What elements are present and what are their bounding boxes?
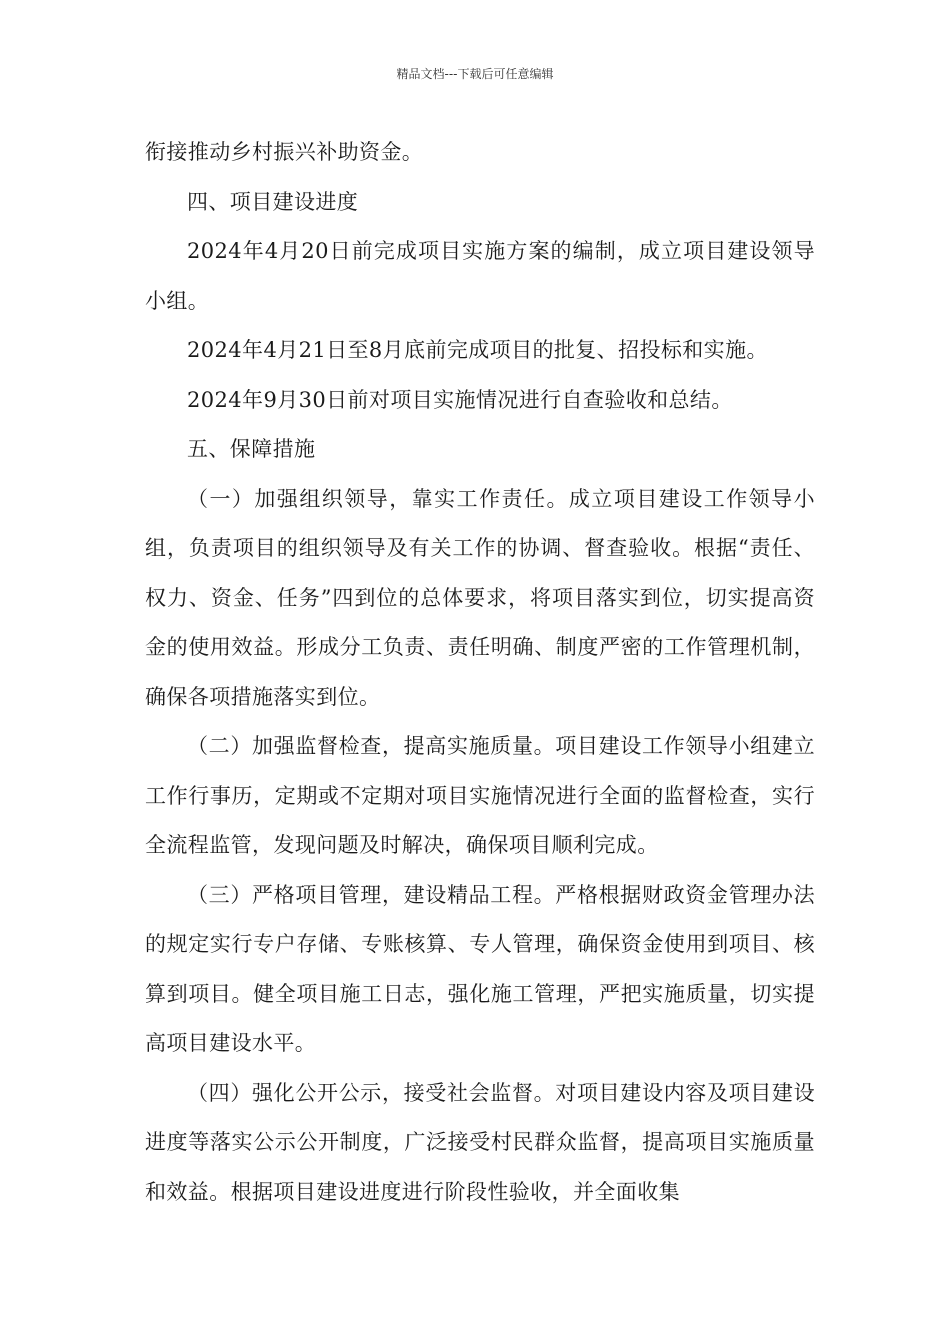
paragraph-safeguard-2: （二）加强监督检查，提高实施质量。项目建设工作领导小组建立工作行事历，定期或不定期对项目实施情况进行全面的监督检查，实行全流程监管，发现问题及时解决，确保项目顺利完成。: [145, 734, 815, 857]
section-heading-safeguards: 五、保障措施: [187, 437, 316, 461]
header-note: 精品文档---下载后可任意编辑: [396, 67, 554, 81]
document-body: [145, 128, 815, 1217]
paragraph-safeguard-4: （四）强化公开公示，接受社会监督。对项目建设内容及项目建设进度等落实公示公开制度，广泛接受村民群众监督，提高项目实施质量和效益。根据项目建设进度进行阶段性验收，并全面收集: [145, 1080, 815, 1204]
section-heading-schedule: 四、项目建设进度: [187, 189, 359, 214]
paragraph-continuation: 衔接推动乡村振兴补助资金。: [145, 140, 424, 164]
paragraph-schedule-1: 2024年4月20日前完成项目实施方案的编制，成立项目建设领导小组。: [145, 239, 815, 313]
paragraph-safeguard-1: （一）加强组织领导，靠实工作责任。成立项目建设工作领导小组，负责项目的组织领导及有关工作的协调、督查验收。根据“责任、权力、资金、任务”四到位的总体要求，将项目落实到位，切实提高资金的使用效益。形成分工负责、责任明确、制度严密的工作管理机制，确保各项措施落实到位。: [145, 486, 815, 709]
paragraph-safeguard-3: （三）严格项目管理，建设精品工程。严格根据财政资金管理办法的规定实行专户存储、专账核算、专人管理，确保资金使用到项目、核算到项目。健全项目施工日志，强化施工管理，严把实施质量，切实提高项目建设水平。: [145, 882, 815, 1055]
paragraph-schedule-3: 2024年9月30日前对项目实施情况进行自查验收和总结。: [187, 387, 733, 412]
paragraph-schedule-2: 2024年4月21日至8月底前完成项目的批复、招投标和实施。: [187, 338, 768, 362]
